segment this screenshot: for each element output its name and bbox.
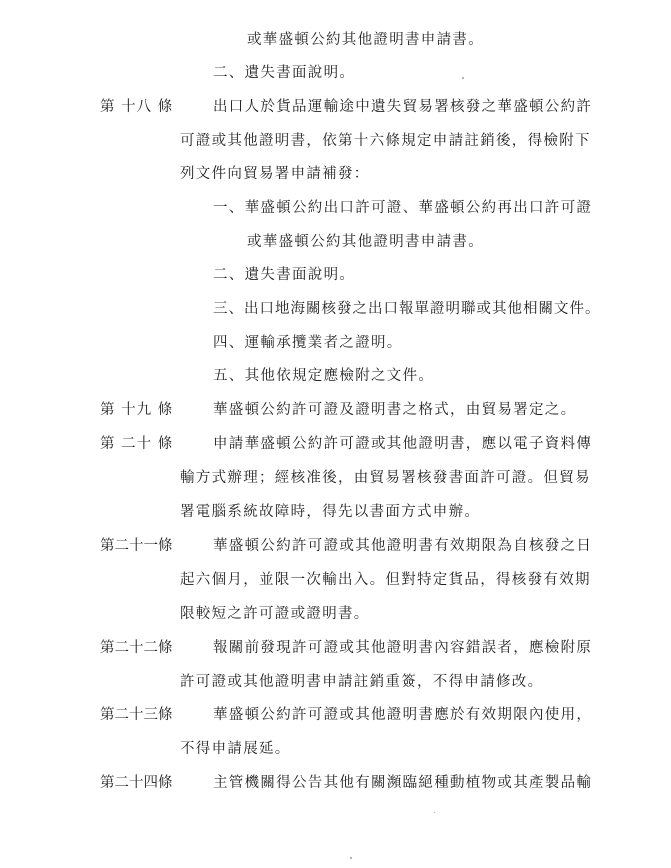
text-line: 四、運輸承攬業者之證明。 xyxy=(213,335,403,351)
text-line: 不得申請展延。 xyxy=(180,741,291,757)
article-label: 第 十九 條 xyxy=(100,402,174,418)
text-line: 主管機關得公告其他有關瀕臨絕種動植物或其產製品輸 xyxy=(213,775,593,791)
text-line: 或華盛頓公約其他證明書申請書。 xyxy=(247,32,484,48)
article-label: 第 十八 條 xyxy=(100,99,174,115)
text-line: 華盛頓公約許可證及證明書之格式，由貿易署定之。 xyxy=(213,402,577,418)
text-line: 列文件向貿易署申請補發： xyxy=(180,166,370,182)
text-line: 二、遺失書面說明。 xyxy=(213,65,356,81)
article-label: 第二十三條 xyxy=(100,707,173,723)
text-line: 出口人於貨品運輸途中遺失貿易署核發之華盛頓公約許 xyxy=(213,99,593,115)
text-line: 或華盛頓公約其他證明書申請書。 xyxy=(247,234,484,250)
text-line: 華盛頓公約許可證或其他證明書應於有效期限內使用， xyxy=(213,707,593,723)
scan-speck xyxy=(350,857,352,859)
text-line: 一、華盛頓公約出口許可證、華盛頓公約再出口許可證 xyxy=(213,200,593,216)
article-label: 第二十二條 xyxy=(100,640,173,656)
text-line: 輸方式辦理；經核准後，由貿易署核發書面許可證。但貿易 xyxy=(180,470,591,486)
text-line: 五、其他依規定應檢附之文件。 xyxy=(213,368,435,384)
article-label: 第二十四條 xyxy=(100,775,173,791)
article-label: 第二十一條 xyxy=(100,538,173,554)
article-label: 第 二十 條 xyxy=(100,436,174,452)
text-line: 華盛頓公約許可證或其他證明書有效期限為自核發之日 xyxy=(213,538,593,554)
scan-speck xyxy=(462,77,464,79)
text-line: 限較短之許可證或證明書。 xyxy=(180,606,370,622)
text-line: 署電腦系統故障時，得先以書面方式申辦。 xyxy=(180,504,481,520)
text-line: 可證或其他證明書，依第十六條規定申請註銷後，得檢附下 xyxy=(180,133,591,149)
text-line: 許可證或其他證明書申請註銷重簽，不得申請修改。 xyxy=(180,674,544,690)
text-line: 起六個月，並限一次輸出入。但對特定貨品，得核發有效期 xyxy=(180,572,591,588)
text-line: 報關前發現許可證或其他證明書內容錯誤者，應檢附原 xyxy=(213,640,593,656)
text-line: 三、出口地海關核發之出口報單證明聯或其他相關文件。 xyxy=(213,301,601,317)
text-line: 二、遺失書面說明。 xyxy=(213,267,356,283)
scan-speck xyxy=(434,812,435,813)
text-line: 申請華盛頓公約許可證或其他證明書，應以電子資料傳 xyxy=(213,436,593,452)
